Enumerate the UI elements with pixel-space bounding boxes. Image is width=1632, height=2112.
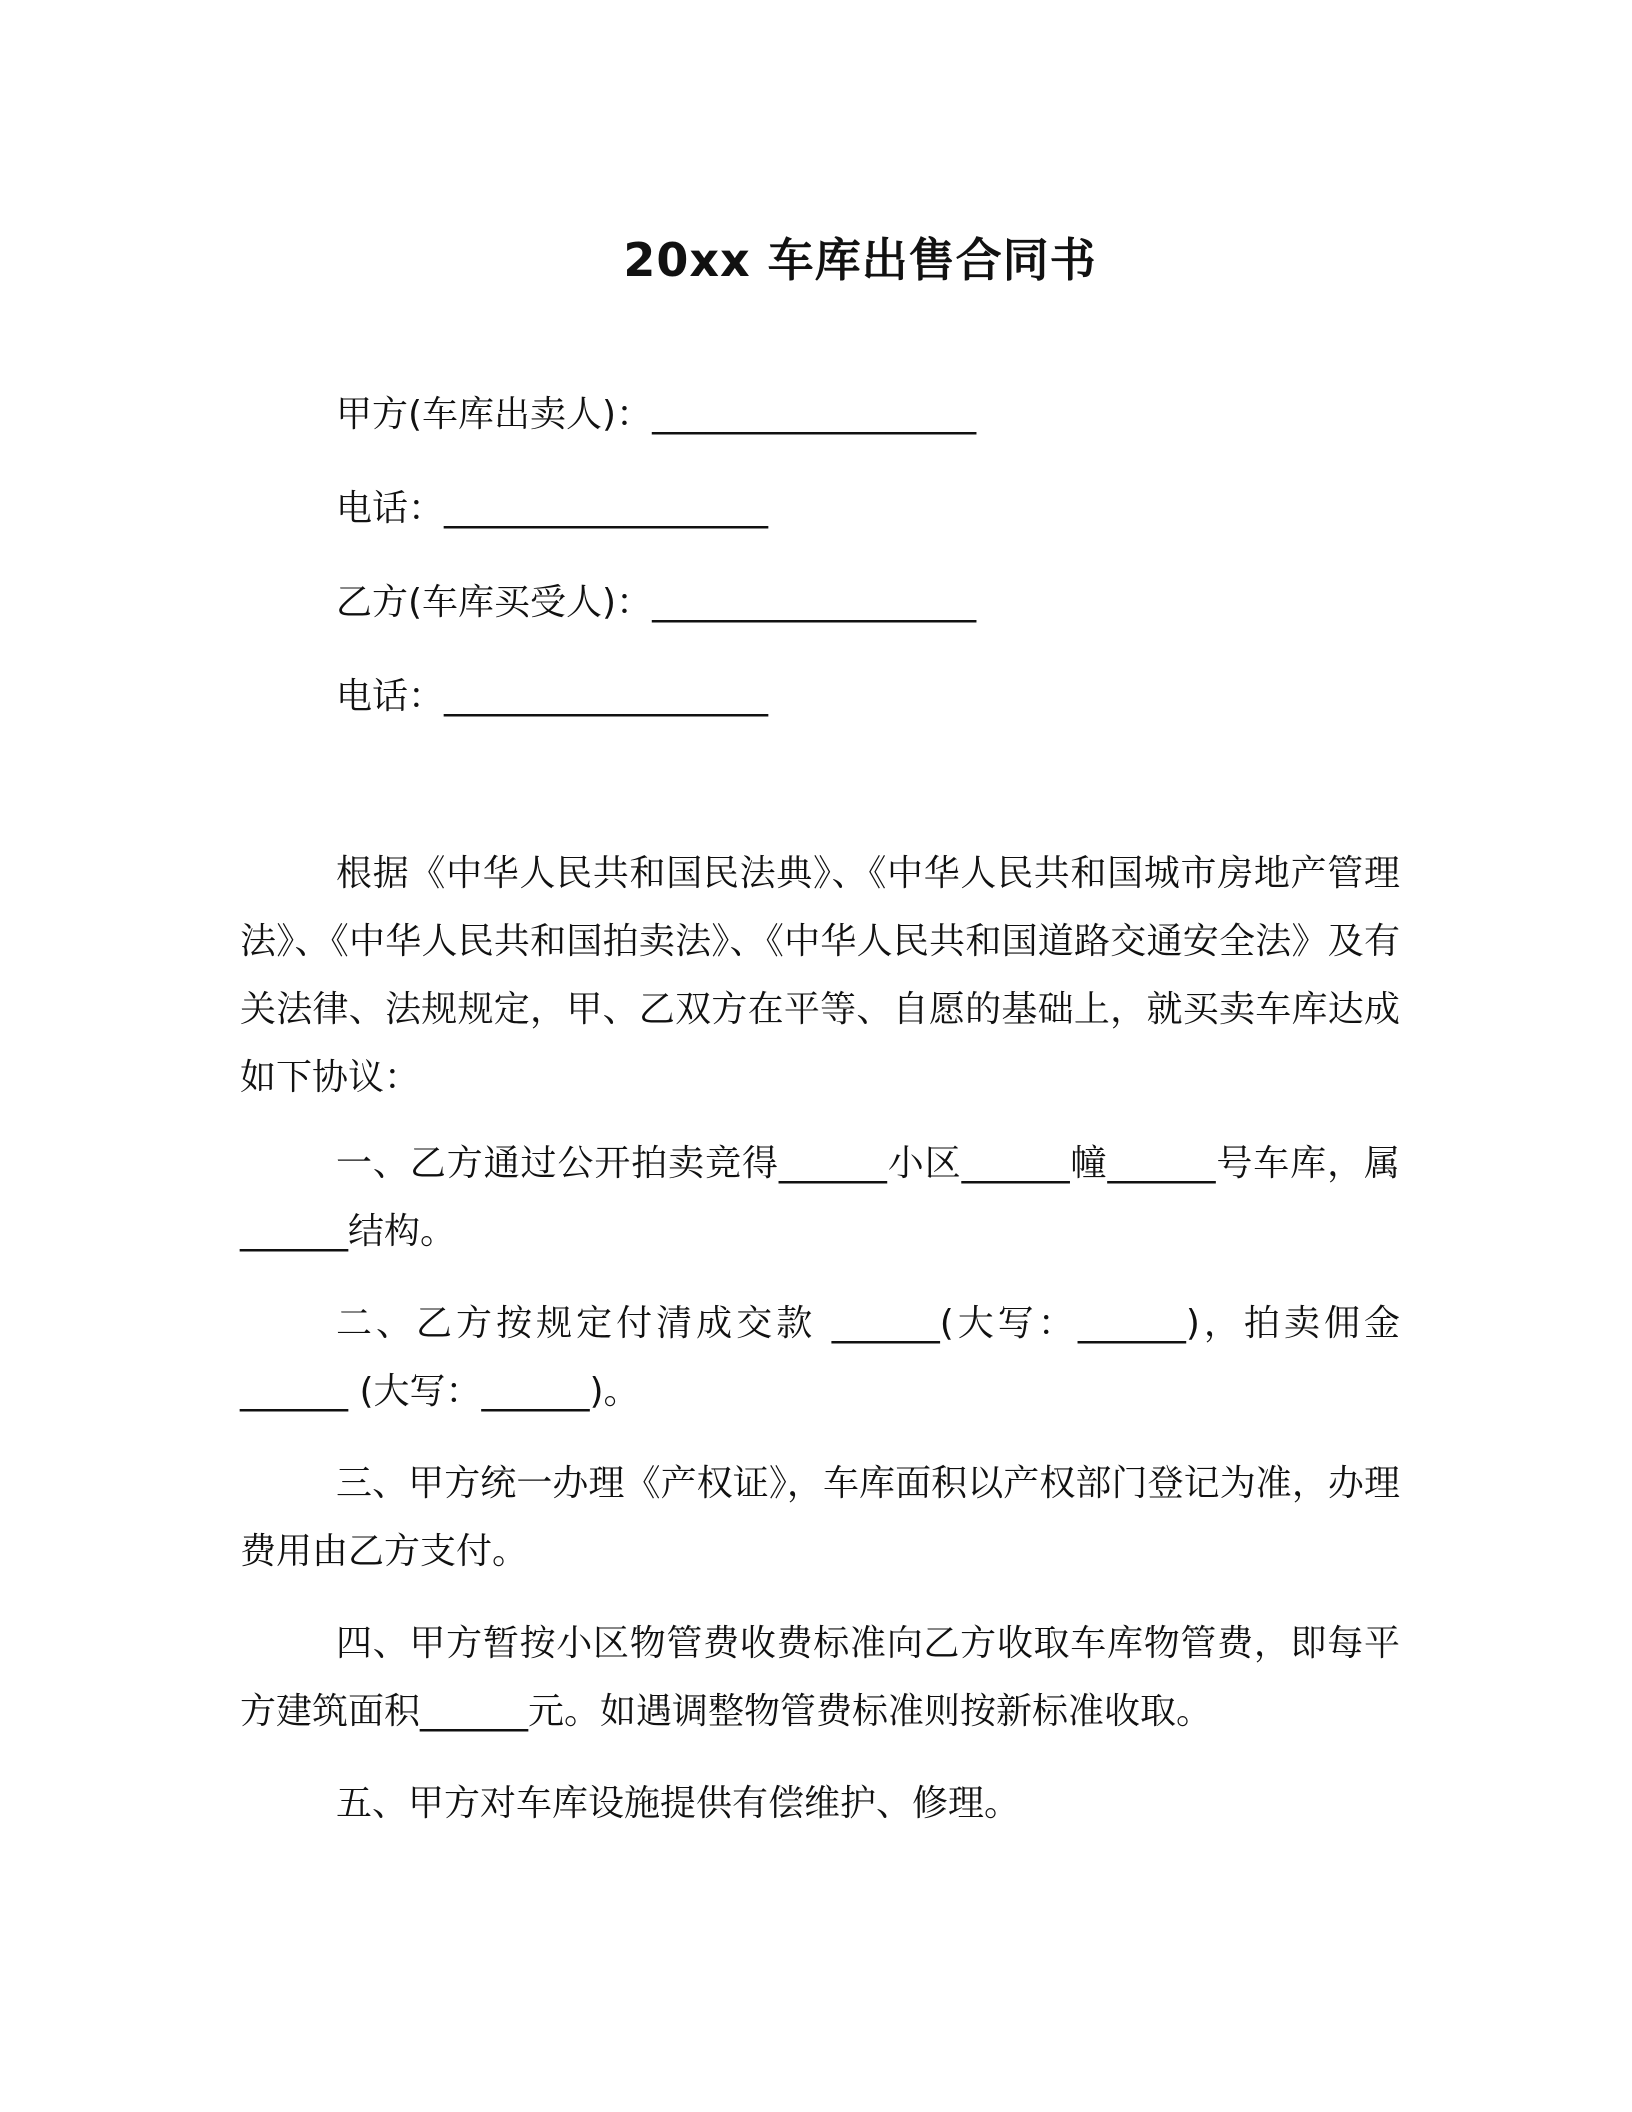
clause-4: 四、甲方暂按小区物管费收费标准向乙方收取车库物管费，即每平方建筑面积______元。如遇调整物管费标准则按新标准收取。 [240,1623,1400,1732]
buyer-line: 乙方(车库买受人)：__________________ [336,582,977,623]
seller-line: 甲方(车库出卖人)：__________________ [336,394,977,435]
buyer-phone-line: 电话：__________________ [336,676,769,717]
clause-3: 三、甲方统一办理《产权证》，车库面积以产权部门登记为准，办理费用由乙方支付。 [240,1463,1400,1572]
clause-1: 一、乙方通过公开拍卖竞得______小区______幢______号车库，属______结构。 [240,1143,1400,1252]
seller-phone-line: 电话：__________________ [336,488,769,529]
document-title: 20xx 车库出售合同书 [623,233,1097,287]
clause-2: 二、乙方按规定付清成交款 ______(大写：______)，拍卖佣金______ (大写：______)。 [240,1303,1400,1412]
intro-paragraph: 根据《中华人民共和国民法典》、《中华人民共和国城市房地产管理法》、《中华人民共和国拍卖法》、《中华人民共和国道路交通安全法》及有关法律、法规规定，甲、乙双方在平等、自愿的基础上，就买卖车库达成如下协议： [240,853,1400,1098]
clause-5: 五、甲方对车库设施提供有偿维护、修理。 [336,1783,1021,1824]
